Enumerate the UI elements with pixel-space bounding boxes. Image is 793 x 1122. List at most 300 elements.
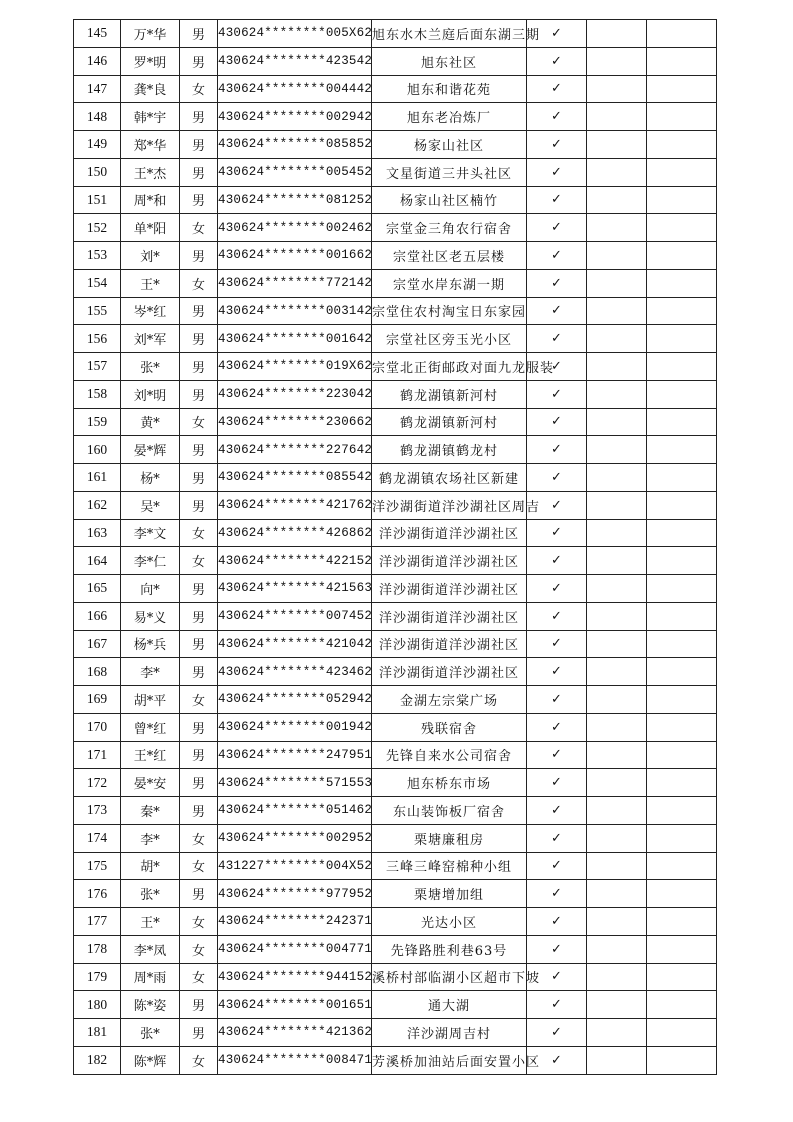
blank-cell	[587, 186, 647, 214]
gender-cell: 男	[180, 436, 218, 464]
row-number: 163	[74, 519, 121, 547]
gender-cell: 女	[180, 547, 218, 575]
blank-cell	[587, 464, 647, 492]
blank-cell	[587, 103, 647, 131]
table-row	[74, 380, 717, 408]
check-mark-icon: ✓	[527, 380, 587, 408]
blank-cell	[647, 991, 717, 1019]
row-number: 173	[74, 797, 121, 825]
person-name: 陈*姿	[121, 991, 180, 1019]
check-mark-icon: ✓	[527, 408, 587, 436]
person-name: 王*	[121, 908, 180, 936]
check-mark-icon: ✓	[527, 741, 587, 769]
id-number: 430624********005452	[218, 158, 372, 186]
table-row	[74, 880, 717, 908]
table-row	[74, 797, 717, 825]
person-name: 向*	[121, 575, 180, 603]
address-cell: 旭东水木兰庭后面东湖三期	[372, 20, 527, 48]
gender-cell: 男	[180, 880, 218, 908]
gender-cell: 男	[180, 242, 218, 270]
gender-cell: 女	[180, 935, 218, 963]
address-cell: 宗堂北正街邮政对面九龙服装	[372, 353, 527, 381]
blank-cell	[587, 797, 647, 825]
blank-cell	[587, 963, 647, 991]
gender-cell: 男	[180, 325, 218, 353]
row-number: 167	[74, 630, 121, 658]
person-name: 秦*	[121, 797, 180, 825]
table-row	[74, 769, 717, 797]
check-mark-icon: ✓	[527, 269, 587, 297]
gender-cell: 女	[180, 686, 218, 714]
row-number: 171	[74, 741, 121, 769]
address-cell: 三峰三峰窑棉种小组	[372, 852, 527, 880]
blank-cell	[647, 519, 717, 547]
blank-cell	[587, 491, 647, 519]
person-name: 张*	[121, 353, 180, 381]
table-row	[74, 325, 717, 353]
check-mark-icon: ✓	[527, 297, 587, 325]
check-mark-icon: ✓	[527, 325, 587, 353]
id-number: 430624********426862	[218, 519, 372, 547]
id-number: 430624********571553	[218, 769, 372, 797]
check-mark-icon: ✓	[527, 436, 587, 464]
table-row	[74, 658, 717, 686]
person-name: 岑*红	[121, 297, 180, 325]
blank-cell	[647, 908, 717, 936]
blank-cell	[587, 1046, 647, 1074]
row-number: 147	[74, 75, 121, 103]
check-mark-icon: ✓	[527, 158, 587, 186]
address-cell: 洋沙湖街道洋沙湖社区周吉	[372, 491, 527, 519]
row-number: 155	[74, 297, 121, 325]
gender-cell: 女	[180, 214, 218, 242]
person-name: 单*阳	[121, 214, 180, 242]
id-number: 430624********007452	[218, 602, 372, 630]
id-number: 430624********004442	[218, 75, 372, 103]
address-cell: 洋沙湖街道洋沙湖社区	[372, 602, 527, 630]
check-mark-icon: ✓	[527, 1046, 587, 1074]
table-row	[74, 242, 717, 270]
person-name: 胡*平	[121, 686, 180, 714]
address-cell: 杨家山社区楠竹	[372, 186, 527, 214]
address-cell: 洋沙湖街道洋沙湖社区	[372, 658, 527, 686]
gender-cell: 男	[180, 741, 218, 769]
table-row	[74, 75, 717, 103]
blank-cell	[647, 297, 717, 325]
blank-cell	[647, 242, 717, 270]
blank-cell	[647, 269, 717, 297]
table-row	[74, 131, 717, 159]
row-number: 164	[74, 547, 121, 575]
id-number: 430624********423462	[218, 658, 372, 686]
person-name: 周*雨	[121, 963, 180, 991]
row-number: 160	[74, 436, 121, 464]
id-number: 430624********019X62	[218, 353, 372, 381]
table-row	[74, 1019, 717, 1047]
table-row	[74, 519, 717, 547]
row-number: 170	[74, 713, 121, 741]
blank-cell	[587, 75, 647, 103]
gender-cell: 男	[180, 297, 218, 325]
person-name: 晏*安	[121, 769, 180, 797]
person-name: 晏*辉	[121, 436, 180, 464]
address-cell: 宗堂水岸东湖一期	[372, 269, 527, 297]
address-cell: 鹤龙湖镇鹤龙村	[372, 436, 527, 464]
row-number: 176	[74, 880, 121, 908]
id-number: 430624********242371	[218, 908, 372, 936]
address-cell: 鹤龙湖镇农场社区新建	[372, 464, 527, 492]
table-row	[74, 824, 717, 852]
person-name: 周*和	[121, 186, 180, 214]
person-name: 李*仁	[121, 547, 180, 575]
id-number: 430624********051462	[218, 797, 372, 825]
check-mark-icon: ✓	[527, 602, 587, 630]
blank-cell	[587, 519, 647, 547]
address-cell: 鹤龙湖镇新河村	[372, 408, 527, 436]
blank-cell	[587, 297, 647, 325]
blank-cell	[647, 75, 717, 103]
roster-table	[73, 19, 717, 1075]
id-number: 430624********005X62	[218, 20, 372, 48]
address-cell: 洋沙湖街道洋沙湖社区	[372, 575, 527, 603]
gender-cell: 女	[180, 269, 218, 297]
table-row	[74, 741, 717, 769]
blank-cell	[587, 935, 647, 963]
person-name: 万*华	[121, 20, 180, 48]
person-name: 曾*红	[121, 713, 180, 741]
row-number: 154	[74, 269, 121, 297]
id-number: 430624********085542	[218, 464, 372, 492]
address-cell: 宗堂金三角农行宿舍	[372, 214, 527, 242]
blank-cell	[647, 1046, 717, 1074]
id-number: 430624********223042	[218, 380, 372, 408]
address-cell: 东山装饰板厂宿舍	[372, 797, 527, 825]
person-name: 李*	[121, 658, 180, 686]
id-number: 430624********001642	[218, 325, 372, 353]
blank-cell	[587, 852, 647, 880]
address-cell: 旭东桥东市场	[372, 769, 527, 797]
check-mark-icon: ✓	[527, 769, 587, 797]
gender-cell: 男	[180, 158, 218, 186]
address-cell: 芳溪桥加油站后面安置小区	[372, 1046, 527, 1074]
id-number: 430624********001662	[218, 242, 372, 270]
row-number: 165	[74, 575, 121, 603]
id-number: 430624********944152	[218, 963, 372, 991]
blank-cell	[647, 186, 717, 214]
address-cell: 金湖左宗棠广场	[372, 686, 527, 714]
check-mark-icon: ✓	[527, 880, 587, 908]
blank-cell	[647, 686, 717, 714]
table-row	[74, 491, 717, 519]
person-name: 韩*宇	[121, 103, 180, 131]
table-row	[74, 186, 717, 214]
gender-cell: 女	[180, 75, 218, 103]
blank-cell	[647, 658, 717, 686]
row-number: 182	[74, 1046, 121, 1074]
person-name: 张*	[121, 880, 180, 908]
table-row	[74, 436, 717, 464]
address-cell: 洋沙湖街道洋沙湖社区	[372, 519, 527, 547]
address-cell: 文星街道三井头社区	[372, 158, 527, 186]
blank-cell	[587, 47, 647, 75]
blank-cell	[587, 158, 647, 186]
check-mark-icon: ✓	[527, 353, 587, 381]
blank-cell	[587, 908, 647, 936]
row-number: 149	[74, 131, 121, 159]
check-mark-icon: ✓	[527, 214, 587, 242]
check-mark-icon: ✓	[527, 47, 587, 75]
gender-cell: 男	[180, 658, 218, 686]
id-number: 430624********008471	[218, 1046, 372, 1074]
id-number: 430624********227642	[218, 436, 372, 464]
check-mark-icon: ✓	[527, 963, 587, 991]
address-cell: 栗塘廉租房	[372, 824, 527, 852]
gender-cell: 女	[180, 519, 218, 547]
row-number: 145	[74, 20, 121, 48]
blank-cell	[587, 1019, 647, 1047]
person-name: 胡*	[121, 852, 180, 880]
id-number: 430624********001651	[218, 991, 372, 1019]
table-row	[74, 408, 717, 436]
check-mark-icon: ✓	[527, 20, 587, 48]
person-name: 易*义	[121, 602, 180, 630]
check-mark-icon: ✓	[527, 824, 587, 852]
id-number: 430624********423542	[218, 47, 372, 75]
blank-cell	[647, 824, 717, 852]
row-number: 157	[74, 353, 121, 381]
address-cell: 洋沙湖街道洋沙湖社区	[372, 547, 527, 575]
person-name: 王*红	[121, 741, 180, 769]
id-number: 430624********002462	[218, 214, 372, 242]
blank-cell	[587, 713, 647, 741]
address-cell: 鹤龙湖镇新河村	[372, 380, 527, 408]
check-mark-icon: ✓	[527, 547, 587, 575]
gender-cell: 男	[180, 1019, 218, 1047]
blank-cell	[587, 20, 647, 48]
blank-cell	[647, 602, 717, 630]
person-name: 张*	[121, 1019, 180, 1047]
check-mark-icon: ✓	[527, 797, 587, 825]
row-number: 151	[74, 186, 121, 214]
address-cell: 旭东社区	[372, 47, 527, 75]
gender-cell: 女	[180, 1046, 218, 1074]
blank-cell	[647, 630, 717, 658]
id-number: 430624********002942	[218, 103, 372, 131]
row-number: 150	[74, 158, 121, 186]
table-row	[74, 686, 717, 714]
address-cell: 先锋自来水公司宿舍	[372, 741, 527, 769]
gender-cell: 男	[180, 769, 218, 797]
table-row	[74, 47, 717, 75]
blank-cell	[587, 547, 647, 575]
table-row	[74, 297, 717, 325]
id-number: 430624********052942	[218, 686, 372, 714]
row-number: 178	[74, 935, 121, 963]
blank-cell	[647, 769, 717, 797]
gender-cell: 男	[180, 991, 218, 1019]
gender-cell: 男	[180, 713, 218, 741]
blank-cell	[587, 658, 647, 686]
row-number: 153	[74, 242, 121, 270]
blank-cell	[587, 325, 647, 353]
check-mark-icon: ✓	[527, 852, 587, 880]
table-row	[74, 713, 717, 741]
table-row	[74, 547, 717, 575]
id-number: 430624********081252	[218, 186, 372, 214]
blank-cell	[587, 436, 647, 464]
blank-cell	[647, 797, 717, 825]
person-name: 刘*明	[121, 380, 180, 408]
blank-cell	[647, 963, 717, 991]
blank-cell	[587, 686, 647, 714]
blank-cell	[587, 242, 647, 270]
table-row	[74, 908, 717, 936]
check-mark-icon: ✓	[527, 131, 587, 159]
row-number: 148	[74, 103, 121, 131]
id-number: 430624********085852	[218, 131, 372, 159]
check-mark-icon: ✓	[527, 464, 587, 492]
person-name: 杨*	[121, 464, 180, 492]
blank-cell	[587, 880, 647, 908]
table-row	[74, 963, 717, 991]
gender-cell: 女	[180, 963, 218, 991]
table-row	[74, 852, 717, 880]
gender-cell: 女	[180, 824, 218, 852]
id-number: 430624********421042	[218, 630, 372, 658]
check-mark-icon: ✓	[527, 713, 587, 741]
blank-cell	[647, 20, 717, 48]
check-mark-icon: ✓	[527, 491, 587, 519]
table-row	[74, 158, 717, 186]
address-cell: 通大湖	[372, 991, 527, 1019]
gender-cell: 男	[180, 797, 218, 825]
blank-cell	[647, 1019, 717, 1047]
row-number: 175	[74, 852, 121, 880]
table-row	[74, 991, 717, 1019]
row-number: 166	[74, 602, 121, 630]
row-number: 177	[74, 908, 121, 936]
id-number: 430624********977952	[218, 880, 372, 908]
check-mark-icon: ✓	[527, 519, 587, 547]
row-number: 172	[74, 769, 121, 797]
check-mark-icon: ✓	[527, 75, 587, 103]
person-name: 李*凤	[121, 935, 180, 963]
row-number: 159	[74, 408, 121, 436]
blank-cell	[587, 769, 647, 797]
blank-cell	[647, 491, 717, 519]
blank-cell	[647, 47, 717, 75]
check-mark-icon: ✓	[527, 242, 587, 270]
gender-cell: 女	[180, 852, 218, 880]
gender-cell: 男	[180, 575, 218, 603]
person-name: 黄*	[121, 408, 180, 436]
address-cell: 宗堂社区旁玉光小区	[372, 325, 527, 353]
check-mark-icon: ✓	[527, 1019, 587, 1047]
gender-cell: 男	[180, 20, 218, 48]
person-name: 郑*华	[121, 131, 180, 159]
gender-cell: 男	[180, 103, 218, 131]
table-row	[74, 602, 717, 630]
address-cell: 溪桥村部临湖小区超市下坡	[372, 963, 527, 991]
blank-cell	[647, 436, 717, 464]
check-mark-icon: ✓	[527, 186, 587, 214]
gender-cell: 男	[180, 380, 218, 408]
gender-cell: 女	[180, 908, 218, 936]
id-number: 430624********421762	[218, 491, 372, 519]
address-cell: 宗堂住农村淘宝日东家园	[372, 297, 527, 325]
blank-cell	[587, 602, 647, 630]
address-cell: 洋沙湖街道洋沙湖社区	[372, 630, 527, 658]
row-number: 169	[74, 686, 121, 714]
blank-cell	[587, 741, 647, 769]
id-number: 430624********772142	[218, 269, 372, 297]
row-number: 146	[74, 47, 121, 75]
check-mark-icon: ✓	[527, 908, 587, 936]
blank-cell	[647, 575, 717, 603]
gender-cell: 男	[180, 47, 218, 75]
id-number: 430624********421362	[218, 1019, 372, 1047]
blank-cell	[587, 575, 647, 603]
person-name: 杨*兵	[121, 630, 180, 658]
row-number: 162	[74, 491, 121, 519]
table-row	[74, 214, 717, 242]
row-number: 180	[74, 991, 121, 1019]
blank-cell	[587, 214, 647, 242]
id-number: 430624********002952	[218, 824, 372, 852]
blank-cell	[647, 103, 717, 131]
address-cell: 栗塘增加组	[372, 880, 527, 908]
person-name: 刘*	[121, 242, 180, 270]
blank-cell	[647, 158, 717, 186]
blank-cell	[647, 852, 717, 880]
blank-cell	[587, 380, 647, 408]
person-name: 李*	[121, 824, 180, 852]
person-name: 王*杰	[121, 158, 180, 186]
person-name: 吴*	[121, 491, 180, 519]
id-number: 430624********421563	[218, 575, 372, 603]
table-row	[74, 464, 717, 492]
blank-cell	[647, 880, 717, 908]
table-row	[74, 269, 717, 297]
gender-cell: 男	[180, 491, 218, 519]
row-number: 156	[74, 325, 121, 353]
blank-cell	[647, 380, 717, 408]
table-row	[74, 575, 717, 603]
check-mark-icon: ✓	[527, 935, 587, 963]
check-mark-icon: ✓	[527, 658, 587, 686]
row-number: 174	[74, 824, 121, 852]
roster-body	[74, 20, 717, 1075]
row-number: 179	[74, 963, 121, 991]
blank-cell	[647, 547, 717, 575]
person-name: 罗*明	[121, 47, 180, 75]
table-row	[74, 630, 717, 658]
check-mark-icon: ✓	[527, 575, 587, 603]
row-number: 152	[74, 214, 121, 242]
blank-cell	[587, 991, 647, 1019]
table-row	[74, 20, 717, 48]
table-row	[74, 1046, 717, 1074]
blank-cell	[587, 408, 647, 436]
blank-cell	[647, 214, 717, 242]
id-number: 430624********422152	[218, 547, 372, 575]
row-number: 161	[74, 464, 121, 492]
address-cell: 先锋路胜利巷63号	[372, 935, 527, 963]
id-number: 430624********004771	[218, 935, 372, 963]
person-name: 刘*军	[121, 325, 180, 353]
table-row	[74, 935, 717, 963]
address-cell: 宗堂社区老五层楼	[372, 242, 527, 270]
